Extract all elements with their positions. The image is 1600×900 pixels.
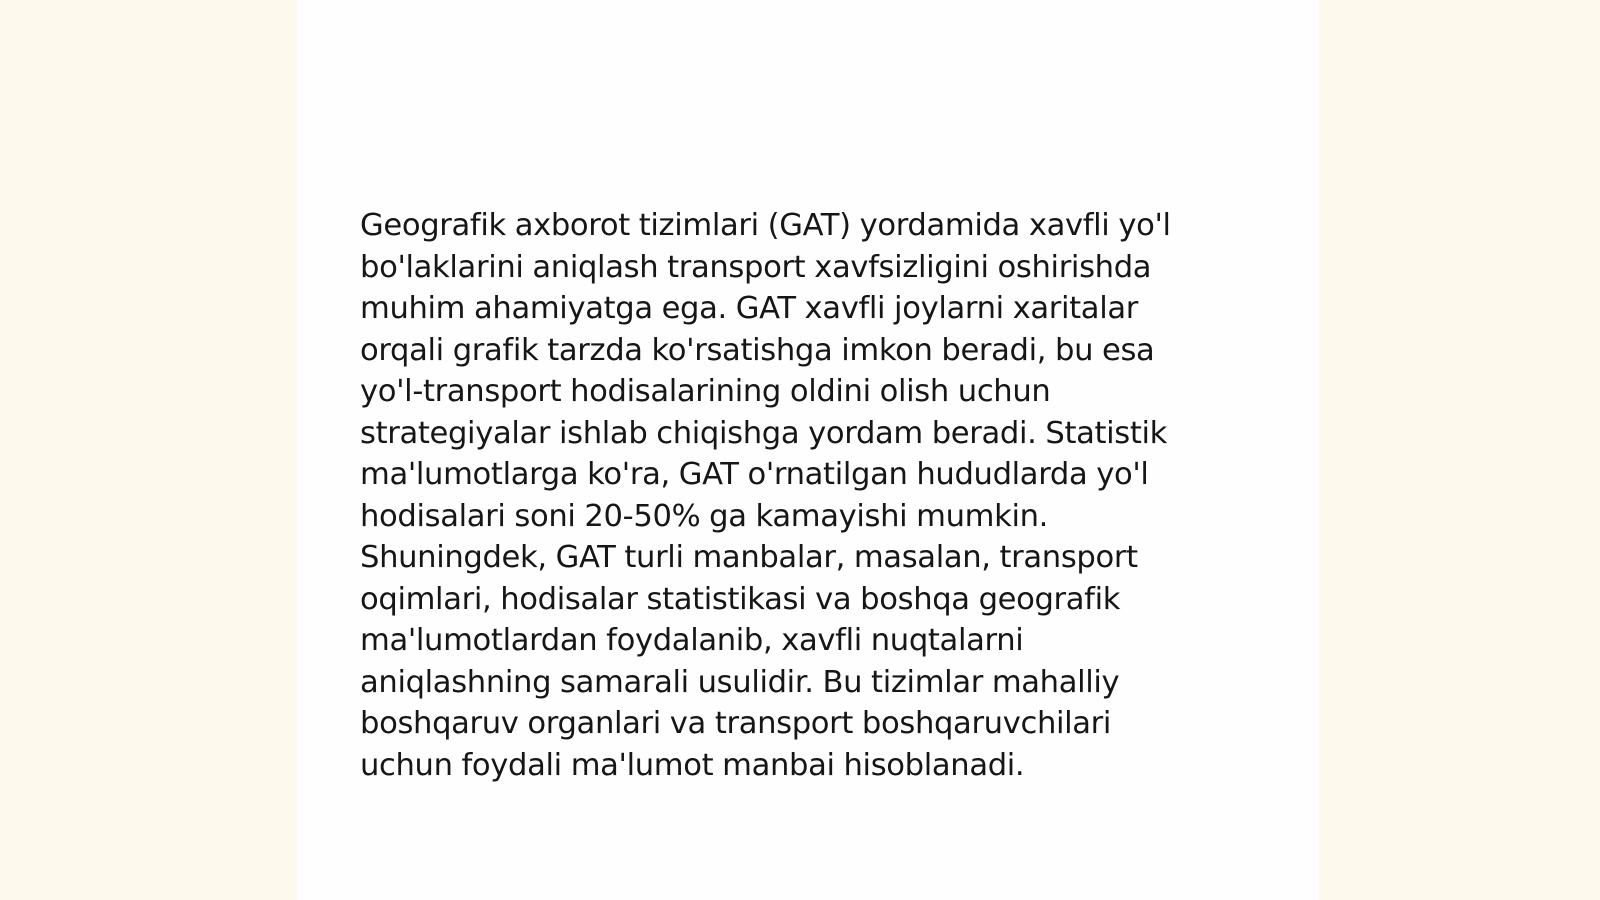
paragraph-line: orqali grafik tarzda ko'rsatishga imkon beradi, bu esa xyxy=(360,332,1155,368)
paragraph-line: bo'laklarini aniqlash transport xavfsizligini oshirishda xyxy=(360,249,1152,285)
paragraph-line: ma'lumotlardan foydalanib, xavfli nuqtalarni xyxy=(360,623,1024,658)
paragraph-line: uchun foydali ma'lumot manbai hisoblanadi. xyxy=(360,747,1025,783)
paragraph-line: muhim ahamiyatga ega. GAT xavfli joylarni xaritalar xyxy=(360,291,1138,326)
paragraph-line: ma'lumotlarga ko'ra, GAT o'rnatilgan hududlarda yo'l xyxy=(360,457,1149,492)
paragraph-line: hodisalari soni 20-50% ga kamayishi mumkin. xyxy=(360,498,1049,534)
paragraph-line: oqimlari, hodisalar statistikasi va boshqa geografik xyxy=(360,581,1121,617)
paragraph-line: Shuningdek, GAT turli manbalar, masalan, transport xyxy=(360,540,1138,575)
paragraph-line: yo'l-transport hodisalarining oldini olish uchun xyxy=(360,374,1051,409)
body-paragraph xyxy=(360,205,1240,786)
paragraph-line: aniqlashning samarali usulidir. Bu tizimlar mahalliy xyxy=(360,664,1120,700)
paragraph-line: strategiyalar ishlab chiqishga yordam beradi. Statistik xyxy=(360,415,1168,451)
paragraph-line: boshqaruv organlari va transport boshqaruvchilari xyxy=(360,706,1112,741)
paragraph-line: Geografik axborot tizimlari (GAT) yordamida xavfli yo'l xyxy=(360,208,1171,243)
document-page xyxy=(297,0,1319,900)
